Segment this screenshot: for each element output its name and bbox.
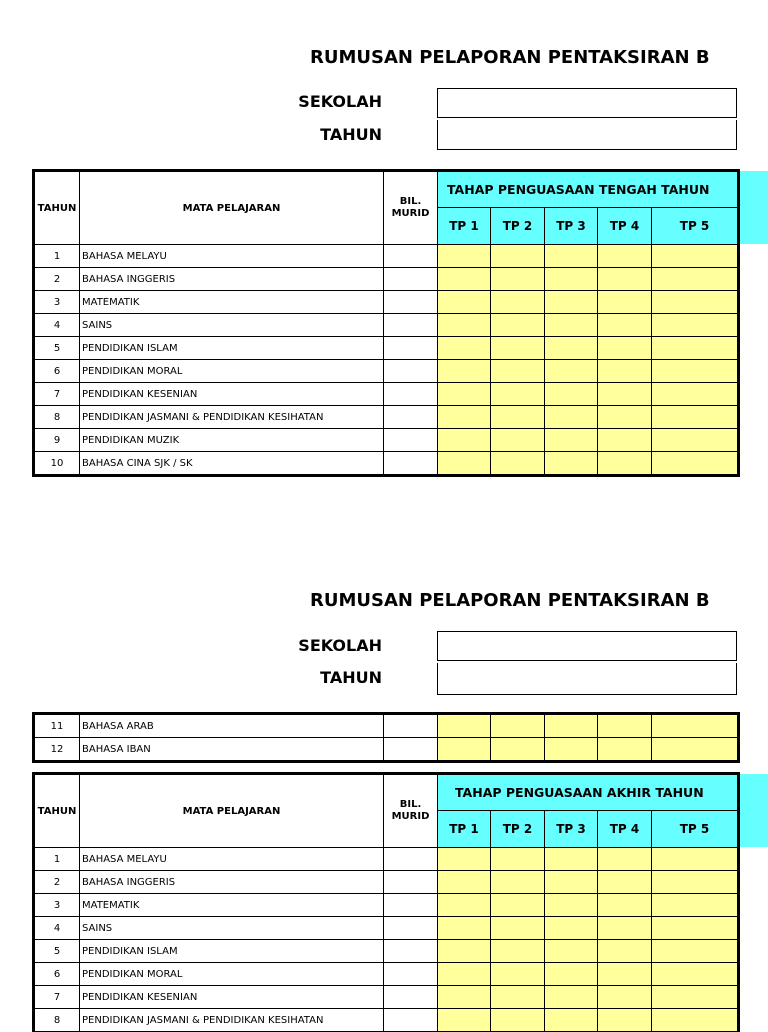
tp-5-cell[interactable] bbox=[652, 940, 738, 963]
tahun-field-1[interactable] bbox=[437, 120, 737, 150]
tp-2-cell[interactable] bbox=[491, 429, 545, 452]
sekolah-field-2[interactable] bbox=[437, 631, 737, 661]
tp-1-cell[interactable] bbox=[438, 383, 491, 406]
row-number: 6 bbox=[35, 963, 80, 986]
table-row bbox=[35, 1009, 738, 1032]
tp-1-cell[interactable] bbox=[438, 452, 491, 475]
tp-5-cell[interactable] bbox=[652, 245, 738, 268]
tp-2-cell[interactable] bbox=[491, 871, 545, 894]
table-row bbox=[35, 268, 738, 291]
table-row bbox=[35, 738, 738, 761]
tp-3-cell[interactable] bbox=[545, 715, 598, 738]
tp-4-cell[interactable] bbox=[598, 715, 652, 738]
subject-name: MATEMATIK bbox=[80, 291, 384, 314]
tp-5-cell[interactable] bbox=[652, 1009, 738, 1032]
col-header-mata-pelajaran: MATA PELAJARAN bbox=[80, 775, 384, 848]
band-title-tengah: TAHAP PENGUASAAN TENGAH TAHUN bbox=[438, 172, 738, 208]
subject-name: PENDIDIKAN JASMANI & PENDIDIKAN KESIHATAN bbox=[80, 406, 384, 429]
tp-5-cell[interactable] bbox=[652, 738, 738, 761]
subject-name: PENDIDIKAN ISLAM bbox=[80, 940, 384, 963]
tp-2-cell[interactable] bbox=[491, 963, 545, 986]
tp-4-cell[interactable] bbox=[598, 406, 652, 429]
table-row bbox=[35, 314, 738, 337]
tp-2-cell[interactable] bbox=[491, 1009, 545, 1032]
tp-header: TP 5 bbox=[652, 811, 738, 848]
tp-3-cell[interactable] bbox=[545, 1009, 598, 1032]
tp-4-cell[interactable] bbox=[598, 452, 652, 475]
tp-3-cell[interactable] bbox=[545, 268, 598, 291]
tp-3-cell[interactable] bbox=[545, 429, 598, 452]
tp-2-cell[interactable] bbox=[491, 406, 545, 429]
subject-name: PENDIDIKAN ISLAM bbox=[80, 337, 384, 360]
table-row bbox=[35, 715, 738, 738]
bil-murid-cell[interactable] bbox=[384, 963, 438, 986]
tahun-field-2[interactable] bbox=[437, 663, 737, 695]
tp-1-cell[interactable] bbox=[438, 871, 491, 894]
table-row bbox=[35, 871, 738, 894]
row-number: 1 bbox=[35, 245, 80, 268]
table-row bbox=[35, 894, 738, 917]
table-row bbox=[35, 452, 738, 475]
row-number: 8 bbox=[35, 406, 80, 429]
tp-5-cell[interactable] bbox=[652, 383, 738, 406]
tp-header: TP 1 bbox=[438, 208, 491, 245]
row-number: 5 bbox=[35, 337, 80, 360]
tp-5-cell[interactable] bbox=[652, 871, 738, 894]
bil-murid-cell[interactable] bbox=[384, 1009, 438, 1032]
subject-name: BAHASA MELAYU bbox=[80, 848, 384, 871]
bil-murid-cell[interactable] bbox=[384, 940, 438, 963]
tp-2-cell[interactable] bbox=[491, 986, 545, 1009]
bil-murid-cell[interactable] bbox=[384, 986, 438, 1009]
bil-murid-cell[interactable] bbox=[384, 337, 438, 360]
subject-name: BAHASA IBAN bbox=[80, 738, 384, 761]
tp-4-cell[interactable] bbox=[598, 314, 652, 337]
tp-5-cell[interactable] bbox=[652, 986, 738, 1009]
tp-2-cell[interactable] bbox=[491, 848, 545, 871]
page-title-2: RUMUSAN PELAPORAN PENTAKSIRAN B bbox=[310, 590, 710, 611]
extra-subjects-table bbox=[34, 714, 738, 761]
row-number: 11 bbox=[35, 715, 80, 738]
tp-1-cell[interactable] bbox=[438, 894, 491, 917]
table-row bbox=[35, 337, 738, 360]
tp-3-cell[interactable] bbox=[545, 245, 598, 268]
page-title-1: RUMUSAN PELAPORAN PENTAKSIRAN B bbox=[310, 47, 710, 68]
tp-4-cell[interactable] bbox=[598, 429, 652, 452]
tp-2-cell[interactable] bbox=[491, 337, 545, 360]
tp-1-cell[interactable] bbox=[438, 337, 491, 360]
tp-4-cell[interactable] bbox=[598, 940, 652, 963]
table-row bbox=[35, 429, 738, 452]
row-number: 7 bbox=[35, 383, 80, 406]
sekolah-label-2: SEKOLAH bbox=[298, 636, 382, 655]
tp-1-cell[interactable] bbox=[438, 245, 491, 268]
subject-name: PENDIDIKAN JASMANI & PENDIDIKAN KESIHATAN bbox=[80, 1009, 384, 1032]
row-number: 3 bbox=[35, 894, 80, 917]
tp-4-cell[interactable] bbox=[598, 268, 652, 291]
tp-3-cell[interactable] bbox=[545, 360, 598, 383]
row-number: 10 bbox=[35, 452, 80, 475]
tp-5-cell[interactable] bbox=[652, 894, 738, 917]
subject-name: BAHASA INGGERIS bbox=[80, 871, 384, 894]
tp-3-cell[interactable] bbox=[545, 871, 598, 894]
bil-murid-cell[interactable] bbox=[384, 917, 438, 940]
bil-murid-cell[interactable] bbox=[384, 738, 438, 761]
tp-3-cell[interactable] bbox=[545, 940, 598, 963]
tp-2-cell[interactable] bbox=[491, 452, 545, 475]
tp-5-cell[interactable] bbox=[652, 291, 738, 314]
table-row bbox=[35, 406, 738, 429]
tp-1-cell[interactable] bbox=[438, 268, 491, 291]
row-number: 7 bbox=[35, 986, 80, 1009]
tp-header: TP 2 bbox=[491, 811, 545, 848]
bil-murid-cell[interactable] bbox=[384, 314, 438, 337]
table-row bbox=[35, 940, 738, 963]
subject-name: BAHASA ARAB bbox=[80, 715, 384, 738]
subject-name: SAINS bbox=[80, 314, 384, 337]
row-number: 4 bbox=[35, 314, 80, 337]
tp-4-cell[interactable] bbox=[598, 963, 652, 986]
tp-2-cell[interactable] bbox=[491, 245, 545, 268]
tp-2-cell[interactable] bbox=[491, 917, 545, 940]
tp-3-cell[interactable] bbox=[545, 291, 598, 314]
tp-2-cell[interactable] bbox=[491, 894, 545, 917]
table-row bbox=[35, 986, 738, 1009]
row-number: 8 bbox=[35, 1009, 80, 1032]
tp-header: TP 4 bbox=[598, 208, 652, 245]
tp-2-cell[interactable] bbox=[491, 360, 545, 383]
tp-2-cell[interactable] bbox=[491, 738, 545, 761]
table-row bbox=[35, 963, 738, 986]
tp-4-cell[interactable] bbox=[598, 337, 652, 360]
tp-3-cell[interactable] bbox=[545, 917, 598, 940]
subject-name: PENDIDIKAN MORAL bbox=[80, 963, 384, 986]
col-header-bil-murid: BIL. MURID bbox=[384, 775, 438, 848]
tp-5-cell[interactable] bbox=[652, 715, 738, 738]
summary-table-1 bbox=[34, 171, 738, 475]
bil-murid-cell[interactable] bbox=[384, 848, 438, 871]
tp-1-cell[interactable] bbox=[438, 291, 491, 314]
summary-table-2 bbox=[34, 774, 738, 1032]
tp-header: TP 3 bbox=[545, 811, 598, 848]
row-number: 2 bbox=[35, 268, 80, 291]
tp-5-cell[interactable] bbox=[652, 848, 738, 871]
bil-murid-cell[interactable] bbox=[384, 360, 438, 383]
subject-name: SAINS bbox=[80, 917, 384, 940]
tp-1-cell[interactable] bbox=[438, 848, 491, 871]
tp-4-cell[interactable] bbox=[598, 848, 652, 871]
subject-name: BAHASA INGGERIS bbox=[80, 268, 384, 291]
tp-5-cell[interactable] bbox=[652, 314, 738, 337]
tp-3-cell[interactable] bbox=[545, 894, 598, 917]
bil-murid-cell[interactable] bbox=[384, 452, 438, 475]
tp-2-cell[interactable] bbox=[491, 383, 545, 406]
tp-2-cell[interactable] bbox=[491, 314, 545, 337]
bil-murid-cell[interactable] bbox=[384, 245, 438, 268]
col-header-bil-murid: BIL. MURID bbox=[384, 172, 438, 245]
subject-name: PENDIDIKAN MUZIK bbox=[80, 429, 384, 452]
tp-1-cell[interactable] bbox=[438, 360, 491, 383]
tp-header: TP 4 bbox=[598, 811, 652, 848]
tp-4-cell[interactable] bbox=[598, 383, 652, 406]
table-row bbox=[35, 848, 738, 871]
tahun-label-1: TAHUN bbox=[320, 125, 382, 144]
bil-murid-cell[interactable] bbox=[384, 383, 438, 406]
row-number: 3 bbox=[35, 291, 80, 314]
tp-3-cell[interactable] bbox=[545, 383, 598, 406]
tp-4-cell[interactable] bbox=[598, 291, 652, 314]
tp-5-cell[interactable] bbox=[652, 429, 738, 452]
row-number: 4 bbox=[35, 917, 80, 940]
bil-murid-cell[interactable] bbox=[384, 894, 438, 917]
tp-2-cell[interactable] bbox=[491, 715, 545, 738]
tp-3-cell[interactable] bbox=[545, 314, 598, 337]
tp-5-cell[interactable] bbox=[652, 406, 738, 429]
subject-name: BAHASA MELAYU bbox=[80, 245, 384, 268]
tp-1-cell[interactable] bbox=[438, 917, 491, 940]
row-number: 2 bbox=[35, 871, 80, 894]
bil-murid-cell[interactable] bbox=[384, 268, 438, 291]
subject-name: BAHASA CINA SJK / SK bbox=[80, 452, 384, 475]
table-row bbox=[35, 291, 738, 314]
sekolah-field-1[interactable] bbox=[437, 88, 737, 118]
row-number: 5 bbox=[35, 940, 80, 963]
tp-1-cell[interactable] bbox=[438, 1009, 491, 1032]
table-row bbox=[35, 245, 738, 268]
tp-4-cell[interactable] bbox=[598, 1009, 652, 1032]
tp-5-cell[interactable] bbox=[652, 360, 738, 383]
table-row bbox=[35, 917, 738, 940]
row-number: 1 bbox=[35, 848, 80, 871]
subject-name: MATEMATIK bbox=[80, 894, 384, 917]
bil-murid-cell[interactable] bbox=[384, 871, 438, 894]
subject-name: PENDIDIKAN KESENIAN bbox=[80, 986, 384, 1009]
table-row bbox=[35, 383, 738, 406]
tp-1-cell[interactable] bbox=[438, 314, 491, 337]
col-header-tahun: TAHUN bbox=[35, 172, 80, 245]
subject-name: PENDIDIKAN KESENIAN bbox=[80, 383, 384, 406]
tp-2-cell[interactable] bbox=[491, 940, 545, 963]
band-title-akhir: TAHAP PENGUASAAN AKHIR TAHUN bbox=[438, 775, 738, 811]
bil-murid-cell[interactable] bbox=[384, 715, 438, 738]
row-number: 9 bbox=[35, 429, 80, 452]
tp-5-cell[interactable] bbox=[652, 917, 738, 940]
tp-header: TP 2 bbox=[491, 208, 545, 245]
tp-5-cell[interactable] bbox=[652, 337, 738, 360]
subject-name: PENDIDIKAN MORAL bbox=[80, 360, 384, 383]
tp-header: TP 3 bbox=[545, 208, 598, 245]
tp-4-cell[interactable] bbox=[598, 360, 652, 383]
tp-2-cell[interactable] bbox=[491, 291, 545, 314]
tp-3-cell[interactable] bbox=[545, 738, 598, 761]
tp-3-cell[interactable] bbox=[545, 848, 598, 871]
tp-2-cell[interactable] bbox=[491, 268, 545, 291]
tp-1-cell[interactable] bbox=[438, 963, 491, 986]
tp-3-cell[interactable] bbox=[545, 337, 598, 360]
tp-3-cell[interactable] bbox=[545, 452, 598, 475]
tp-header: TP 5 bbox=[652, 208, 738, 245]
tp-header: TP 1 bbox=[438, 811, 491, 848]
tp-1-cell[interactable] bbox=[438, 406, 491, 429]
row-number: 12 bbox=[35, 738, 80, 761]
table-row bbox=[35, 360, 738, 383]
tp-4-cell[interactable] bbox=[598, 986, 652, 1009]
tp-5-cell[interactable] bbox=[652, 963, 738, 986]
bil-murid-cell[interactable] bbox=[384, 291, 438, 314]
tp-1-cell[interactable] bbox=[438, 715, 491, 738]
tp-1-cell[interactable] bbox=[438, 429, 491, 452]
tp-3-cell[interactable] bbox=[545, 406, 598, 429]
tp-4-cell[interactable] bbox=[598, 871, 652, 894]
tp-4-cell[interactable] bbox=[598, 894, 652, 917]
tp-5-cell[interactable] bbox=[652, 268, 738, 291]
tp-4-cell[interactable] bbox=[598, 245, 652, 268]
tp-3-cell[interactable] bbox=[545, 963, 598, 986]
tp-3-cell[interactable] bbox=[545, 986, 598, 1009]
bil-murid-cell[interactable] bbox=[384, 406, 438, 429]
col-header-tahun: TAHUN bbox=[35, 775, 80, 848]
tp-1-cell[interactable] bbox=[438, 738, 491, 761]
tahun-label-2: TAHUN bbox=[320, 668, 382, 687]
tp-1-cell[interactable] bbox=[438, 940, 491, 963]
sekolah-label-1: SEKOLAH bbox=[298, 92, 382, 111]
row-number: 6 bbox=[35, 360, 80, 383]
tp-4-cell[interactable] bbox=[598, 738, 652, 761]
col-header-mata-pelajaran: MATA PELAJARAN bbox=[80, 172, 384, 245]
tp-5-cell[interactable] bbox=[652, 452, 738, 475]
tp-4-cell[interactable] bbox=[598, 917, 652, 940]
bil-murid-cell[interactable] bbox=[384, 429, 438, 452]
tp-1-cell[interactable] bbox=[438, 986, 491, 1009]
